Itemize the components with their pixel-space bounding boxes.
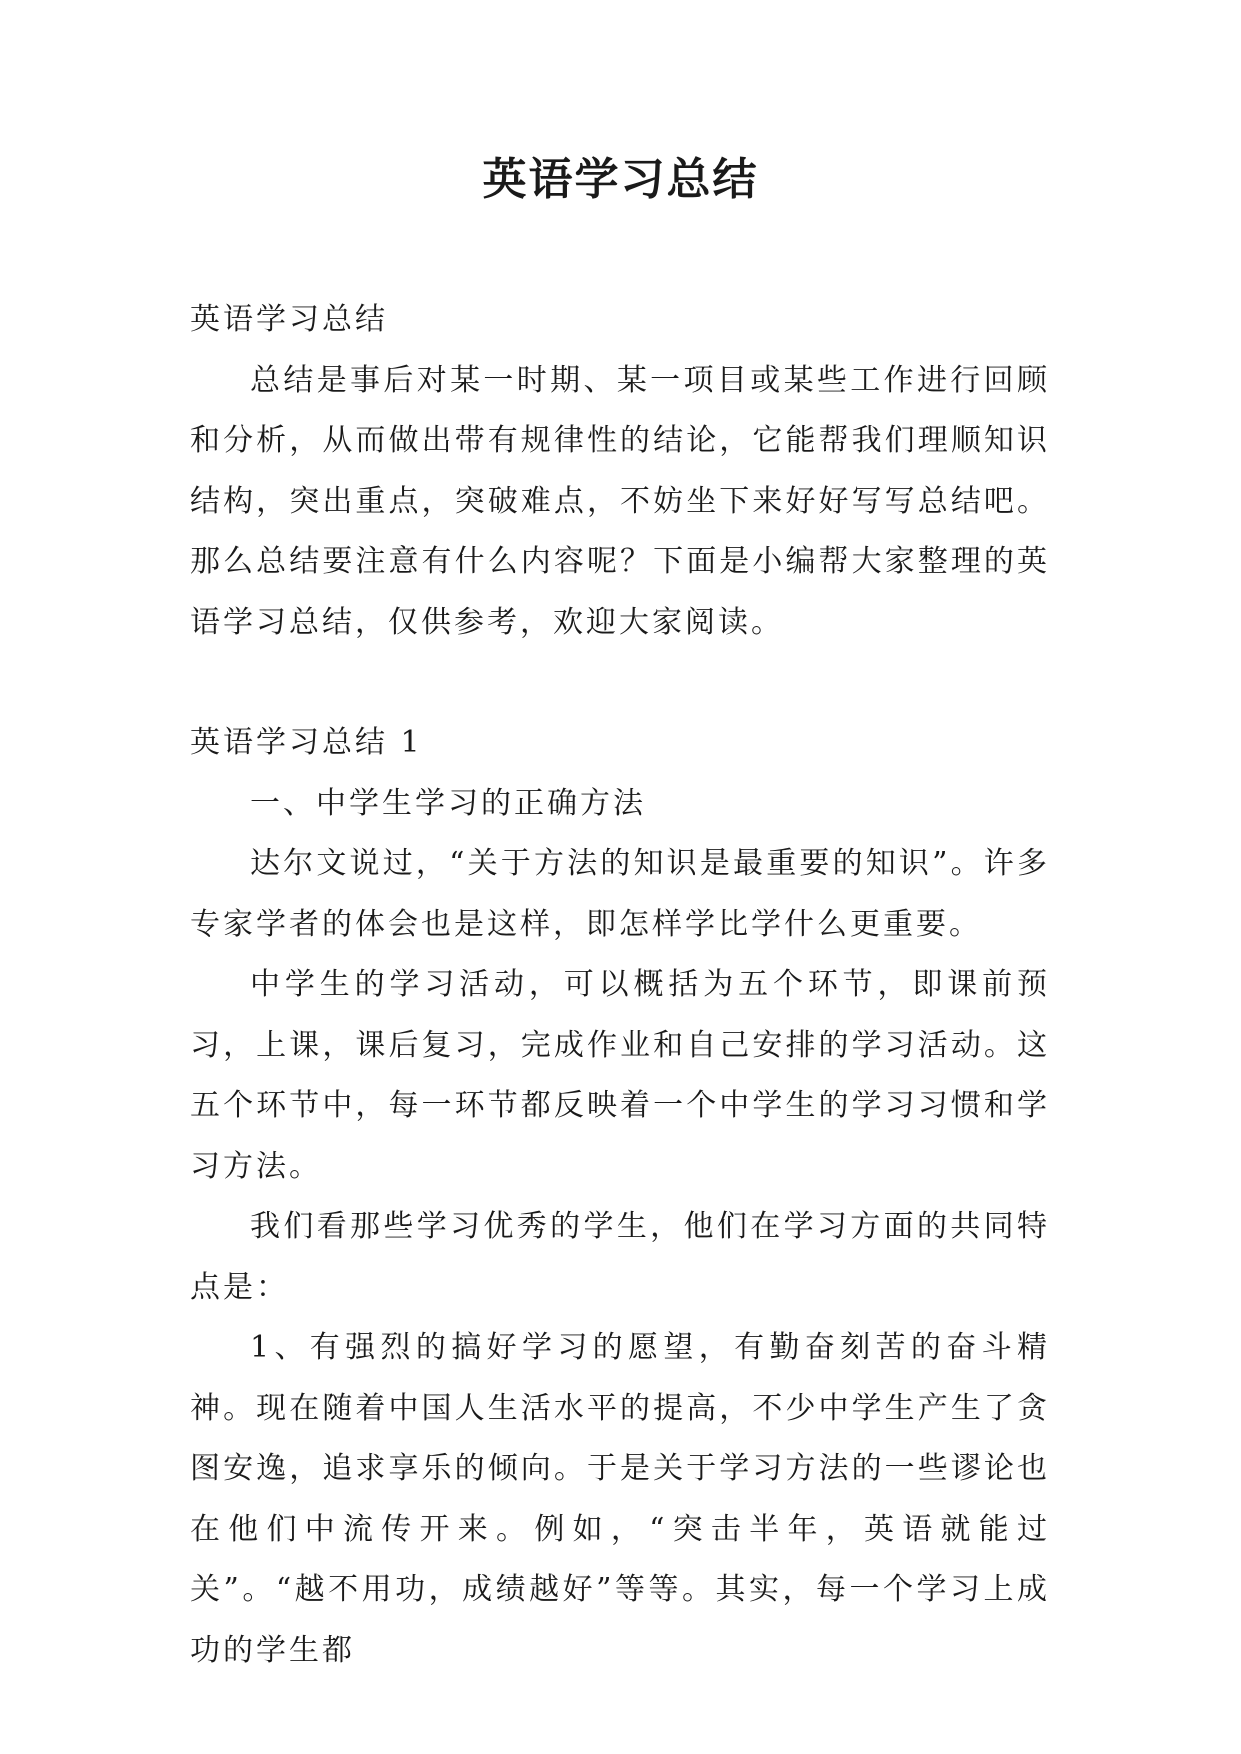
body-paragraph-2: 中学生的学习活动，可以概括为五个环节，即课前预习，上课，课后复习，完成作业和自己安排的学习活动。这五个环节中，每一环节都反映着一个中学生的学习习惯和学习方法。	[190, 967, 1050, 1184]
body-paragraph-3: 我们看那些学习优秀的学生，他们在学习方面的共同特点是：	[190, 1209, 1050, 1305]
section-title: 英语学习总结 1	[190, 725, 423, 760]
body-paragraph-4: 1、有强烈的搞好学习的愿望，有勤奋刻苦的奋斗精神。现在随着中国人生活水平的提高，不少中学生产生了贪图安逸，追求享乐的倾向。于是关于学习方法的一些谬论也在他们中流传开来。例如，“突击半年，英语就能过关”。“越不用功，成绩越好”等等。其实，每一个学习上成功的学生都	[190, 1330, 1050, 1668]
subtitle: 英语学习总结	[190, 302, 388, 337]
intro-paragraph: 总结是事后对某一时期、某一项目或某些工作进行回顾和分析，从而做出带有规律性的结论，它能帮我们理顺知识结构，突出重点，突破难点，不妨坐下来好好写写总结吧。那么总结要注意有什么内容呢？下面是小编帮大家整理的英语学习总结，仅供参考，欢迎大家阅读。	[190, 362, 1050, 640]
body-paragraph-1: 达尔文说过，“关于方法的知识是最重要的知识”。许多专家学者的体会也是这样，即怎样学比学什么更重要。	[190, 846, 1050, 942]
section-heading: 一、中学生学习的正确方法	[250, 785, 646, 821]
document-body	[190, 290, 1050, 1681]
paragraph-gap	[190, 653, 1050, 713]
document-title: 英语学习总结	[482, 154, 759, 205]
